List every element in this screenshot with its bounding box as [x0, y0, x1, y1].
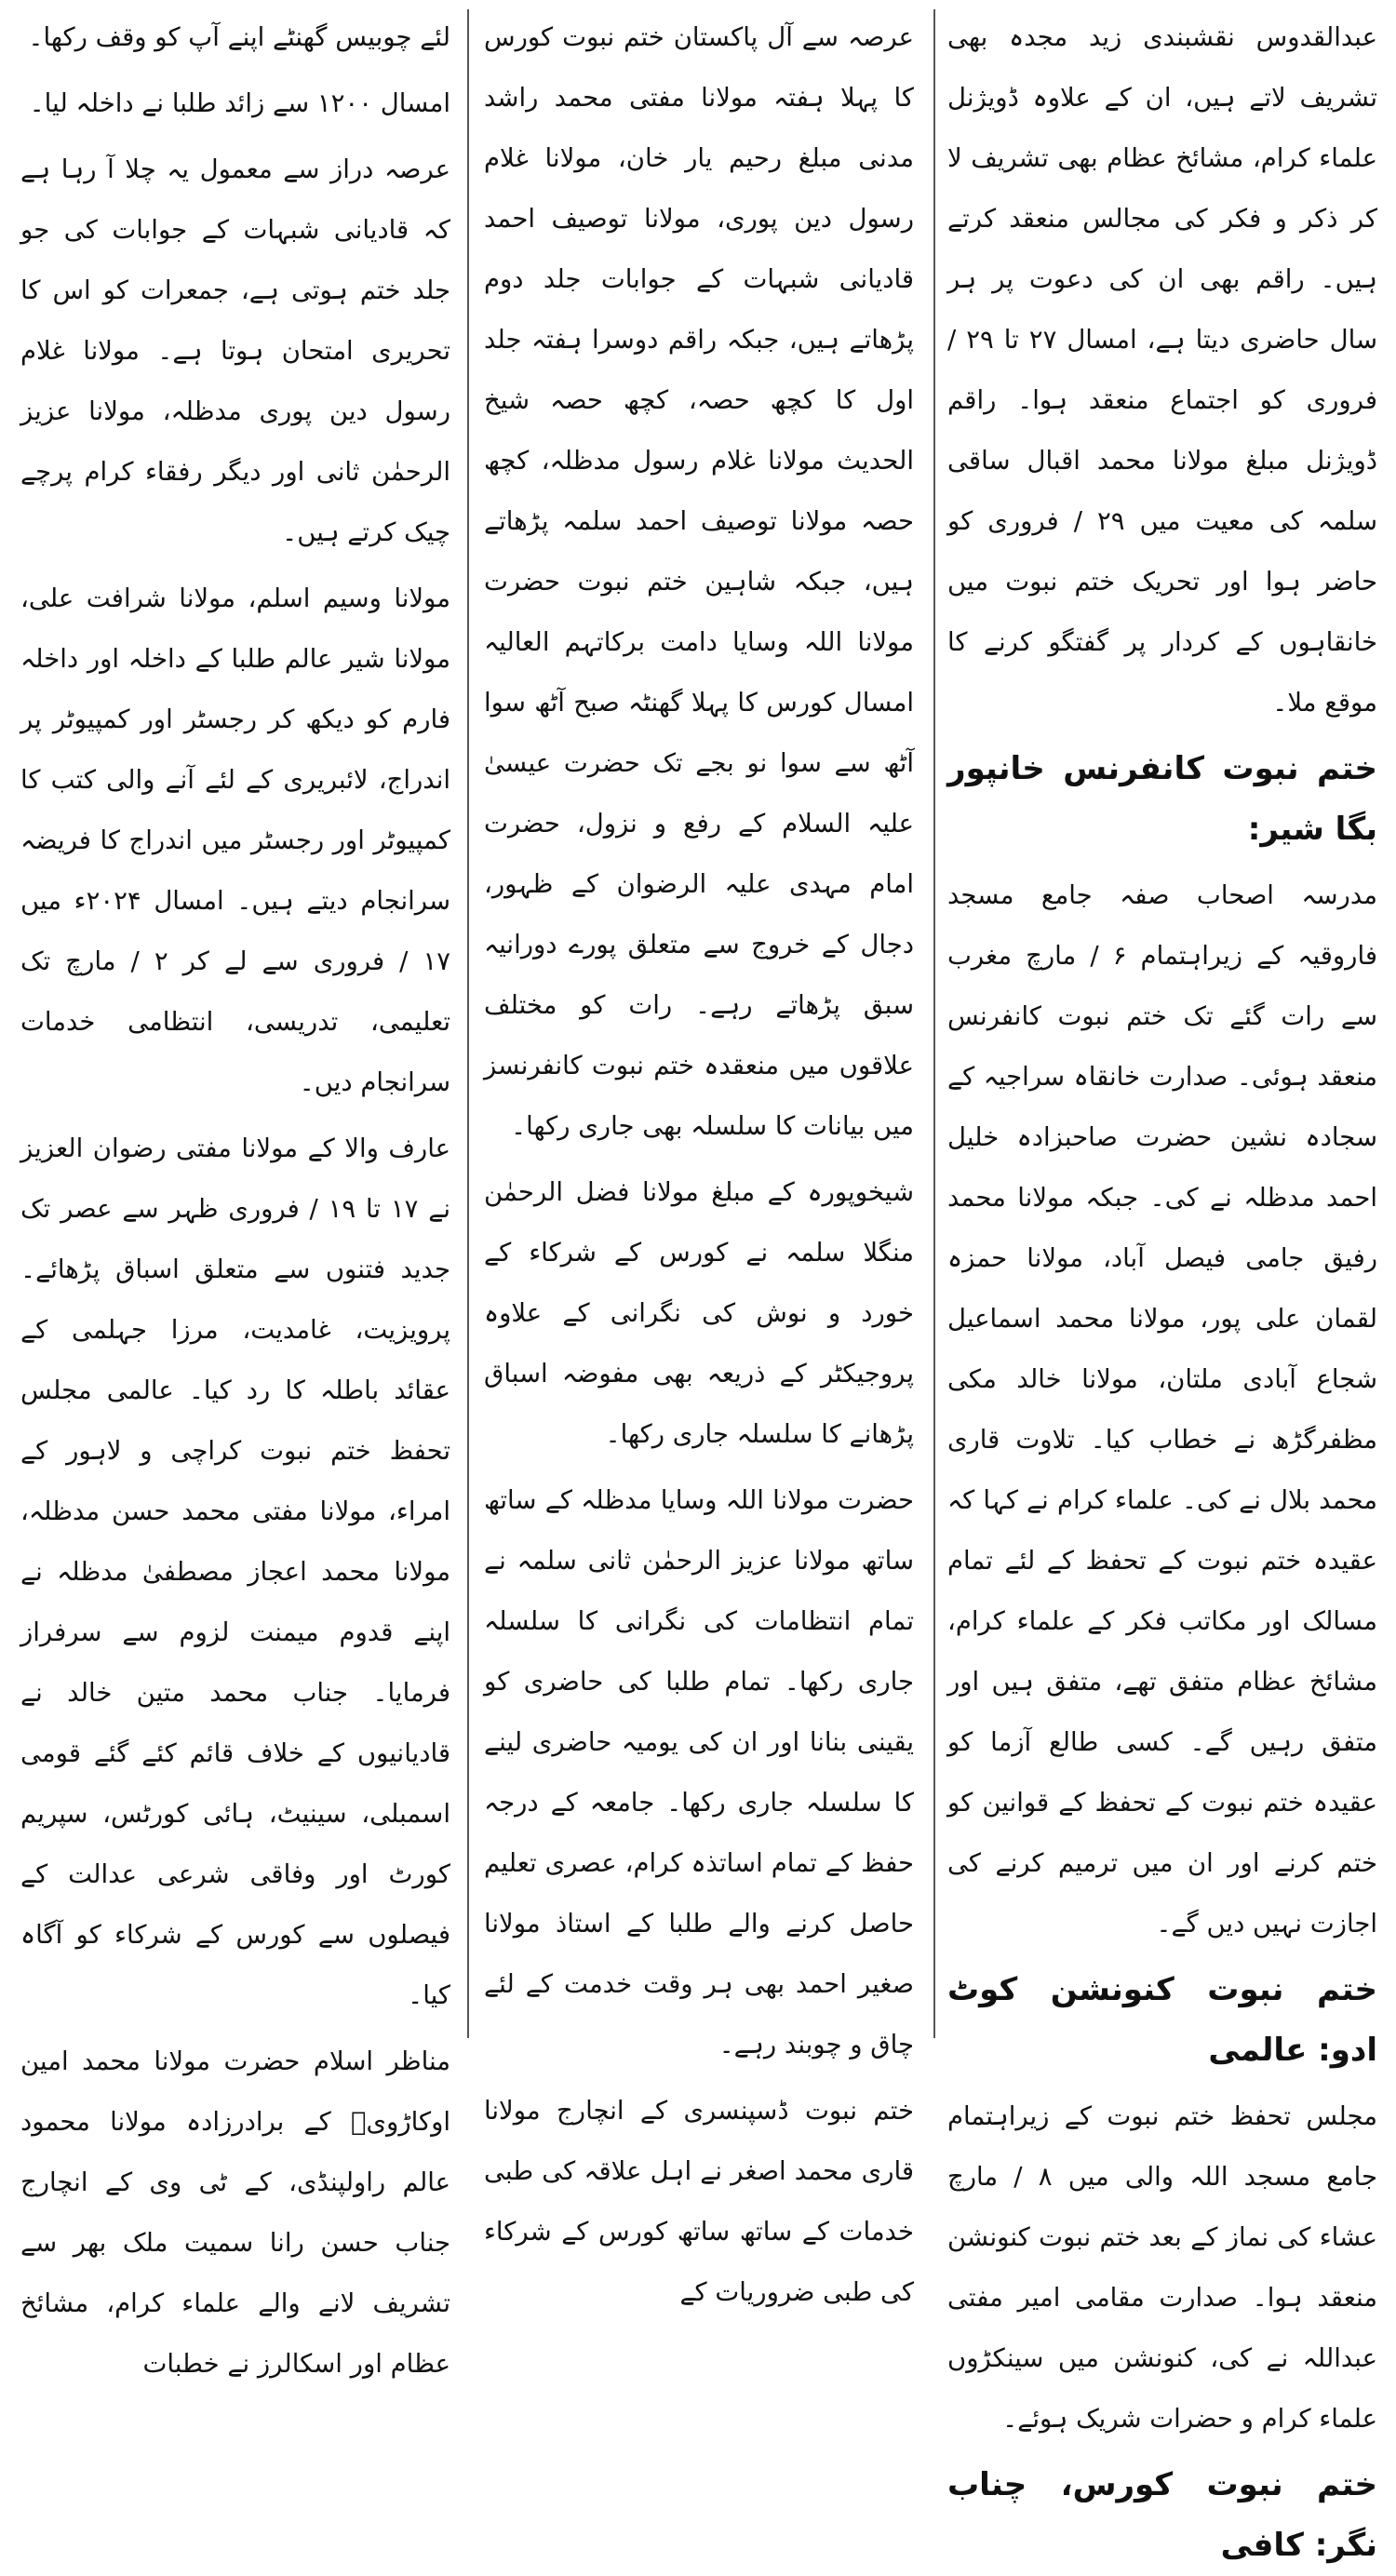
article-paragraph: عارف والا کے مولانا مفتی رضوان العزیز نے ۱۷ تا ۱۹ / فروری ظہر سے عصر تک جدید فتنوں سے متعلق اسباق پڑھائے۔ پرویزیت، غامدیت، مرزا جہلمی کے عقائد باطلہ کا رد کیا۔ عالمی مجلس تحفظ ختم نبوت کراچی و لاہور کے امراء، مولانا مفتی محمد حسن مدظلہ، مولانا محمد اعجاز مصطفیٰ مدظلہ نے اپنے قدوم میمنت لزوم سے سرفراز فرمایا۔ جناب محمد متین خالد نے قادیانیوں کے خلاف قائم کئے گئے قومی اسمبلی، سینیٹ، ہائی کورٹس، سپریم کورٹ اور وفاقی شرعی عدالت کے فیصلوں سے کورس کے شرکاء کو آگاہ کیا۔	[20, 1134, 450, 2010]
article-paragraph: امسال ۱۲۰۰ سے زائد طلبا نے داخلہ لیا۔	[29, 88, 450, 118]
column-divider	[467, 9, 469, 2038]
section-heading: ختم نبوت کورس، چناب نگر: کافی	[947, 2466, 1377, 2564]
article-paragraph: مجلس تحفظ ختم نبوت کے زیراہتمام جامع مسجد اللہ والی میں ۸ / مارچ عشاء کی نماز کے بعد ختم نبوت کنونشن منعقد ہوا۔ صدارت مقامی امیر مفتی عبداللہ نے کی، کنونشن میں سینکڑوں علماء کرام و حضرات شریک ہوئے۔	[947, 2101, 1377, 2434]
section-heading: ختم نبوت کنونشن کوٹ ادو: عالمی	[947, 1971, 1377, 2069]
article-paragraph: عرصہ دراز سے معمول یہ چلا آ رہا ہے کہ قادیانی شبہات کے جوابات کی جو جلد ختم ہوتی ہے، جمعرات کو اس کا تحریری امتحان ہوتا ہے۔ مولانا غلام رسول دین پوری مدظلہ، مولانا عزیز الرحمٰن ثانی اور دیگر رفقاء کرام پرچے چیک کرتے ہیں۔	[20, 154, 450, 547]
column-middle	[484, 7, 914, 2307]
article-paragraph: شیخوپورہ کے مبلغ مولانا فضل الرحمٰن منگلا سلمہ نے کورس کے شرکاء کے خورد و نوش کی نگرانی کے علاوہ پروجیکٹر کے ذریعہ بھی مفوضہ اسباق پڑھانے کا سلسلہ جاری رکھا۔	[484, 1177, 914, 1449]
article-paragraph: مدرسہ اصحاب صفہ جامع مسجد فاروقیہ کے زیراہتمام ۶ / مارچ مغرب سے رات گئے تک ختم نبوت کانفرنس منعقد ہوئی۔ صدارت خانقاہ سراجیہ کے سجادہ نشین حضرت صاحبزادہ خلیل احمد مدظلہ نے کی۔ جبکہ مولانا محمد رفیق جامی فیصل آباد، مولانا حمزہ لقمان علی پور، مولانا محمد اسماعیل شجاع آبادی ملتان، مولانا خالد مکی مظفرگڑھ نے خطاب کیا۔ تلاوت قاری محمد بلال نے کی۔ علماء کرام نے کہا کہ عقیدہ ختم نبوت کے تحفظ کے لئے تمام مسالک اور مکاتب فکر کے علماء کرام، مشائخ عظام متفق تھے، متفق ہیں اور متفق رہیں گے۔ کسی طالع آزما کو عقیدہ ختم نبوت کے تحفظ کے قوانین کو ختم کرنے اور ان میں ترمیم کرنے کی اجازت نہیں دیں گے۔	[947, 880, 1377, 1939]
article-paragraph: لئے چوبیس گھنٹے اپنے آپ کو وقف رکھا۔	[28, 22, 450, 52]
article-paragraph: مولانا وسیم اسلم، مولانا شرافت علی، مولانا شیر عالم طلبا کے داخلہ اور داخلہ فارم کو دیکھ کر رجسٹر اور کمپیوٹر پر اندراج، لائبریری کے لئے آنے والی کتب کا کمپیوٹر اور رجسٹر میں اندراج کا فریضہ سرانجام دیتے ہیں۔ امسال ۲۰۲۴ء میں ۱۷ / فروری سے لے کر ۲ / مارچ تک تعلیمی، تدریسی، انتظامی خدمات سرانجام دیں۔	[20, 584, 450, 1097]
section-heading: ختم نبوت کانفرنس خانپور بگا شیر:	[947, 750, 1377, 848]
article-paragraph: حضرت مولانا اللہ وسایا مدظلہ کے ساتھ ساتھ مولانا عزیز الرحمٰن ثانی سلمہ نے تمام انتظامات کی نگرانی کا سلسلہ جاری رکھا۔ تمام طلبا کی حاضری کو یقینی بنانا اور ان کی یومیہ حاضری لینے کا سلسلہ جاری رکھا۔ جامعہ کے درجہ حفظ کے تمام اساتذہ کرام، عصری تعلیم حاصل کرنے والے طلبا کے استاذ مولانا صغیر احمد بھی ہر وقت خدمت کے لئے چاق و چوبند رہے۔	[484, 1485, 914, 2059]
article-paragraph: عرصہ سے آل پاکستان ختم نبوت کورس کا پہلا ہفتہ مولانا مفتی محمد راشد مدنی مبلغ رحیم یار خان، مولانا غلام رسول دین پوری، مولانا توصیف احمد قادیانی شبہات کے جوابات جلد دوم پڑھاتے ہیں، جبکہ راقم دوسرا ہفتہ جلد اول کا کچھ حصہ، کچھ حصہ شیخ الحدیث مولانا غلام رسول مدظلہ، کچھ حصہ مولانا توصیف احمد سلمہ پڑھاتے ہیں، جبکہ شاہین ختم نبوت حضرت مولانا اللہ وسایا دامت برکاتہم العالیہ امسال کورس کا پہلا گھنٹہ صبح آٹھ سوا آٹھ سے سوا نو بجے تک حضرت عیسیٰ علیہ السلام کے رفع و نزول، حضرت امام مہدی علیہ الرضوان کے ظہور، دجال کے خروج سے متعلق پورے دورانیہ سبق پڑھاتے رہے۔ رات کو مختلف علاقوں میں منعقدہ ختم نبوت کانفرنسز میں بیانات کا سلسلہ بھی جاری رکھا۔	[484, 22, 914, 1141]
article-paragraph: مناظر اسلام حضرت مولانا محمد امین اوکاڑویؒ کے برادرزادہ مولانا محمود عالم راولپنڈی، کے ٹی وی کے انچارج جناب حسن رانا سمیت ملک بھر سے تشریف لانے والے علماء کرام، مشائخ عظام اور اسکالرز نے خطبات	[20, 2046, 450, 2379]
article-paragraph: ختم نبوت ڈسپنسری کے انچارج مولانا قاری محمد اصغر نے اہل علاقہ کی طبی خدمات کے ساتھ ساتھ کورس کے شرکاء کی طبی ضروریات کے	[484, 2096, 914, 2307]
column-right	[947, 7, 1378, 2564]
column-left	[20, 7, 450, 2379]
column-divider	[933, 9, 935, 2038]
article-paragraph: عبدالقدوس نقشبندی زید مجدہ بھی تشریف لاتے ہیں، ان کے علاوہ ڈویژنل علماء کرام، مشائخ عظام بھی تشریف لا کر ذکر و فکر کی مجالس منعقد کرتے ہیں۔ راقم بھی ان کی دعوت پر ہر سال حاضری دیتا ہے، امسال ۲۷ تا ۲۹ / فروری کو اجتماع منعقد ہوا۔ راقم ڈویژنل مبلغ مولانا محمد اقبال ساقی سلمہ کی معیت میں ۲۹ / فروری کو حاضر ہوا اور تحریک ختم نبوت میں خانقاہوں کے کردار پر گفتگو کرنے کا موقع ملا۔	[947, 22, 1378, 718]
